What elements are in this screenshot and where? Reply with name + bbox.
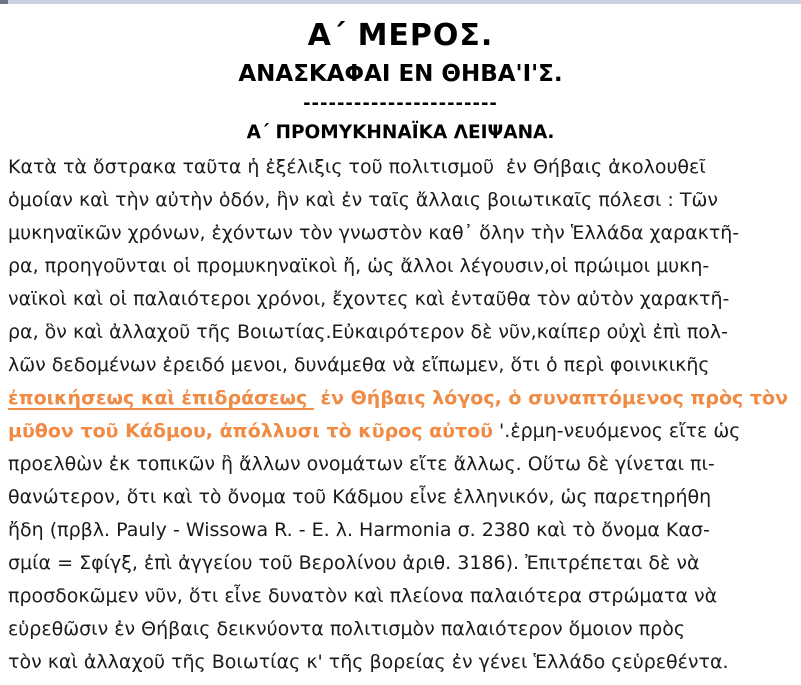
- plain-text: '.ἑρμη-νευόμενος εἴτε ὡς: [493, 420, 741, 442]
- text-line: λῶν δεδομένων ἐρειδό μενοι, δυνάμεθα νὰ εἴπωμεν, ὅτι ὁ περὶ φοινικικῆς: [8, 354, 710, 376]
- text-line: ρα, ὃν καὶ ἀλλαχοῦ τῆς Βοιωτίας.Εὐκαιρότερον δὲ νῦν,καίπερ οὐχὶ ἐπὶ πολ-: [8, 321, 728, 343]
- text-line: ὁμοίαν καὶ τὴν αὐτὴν ὁδόν, ἣν καὶ ἐν ταῖς ἄλλαις βοιωτικαῖς πόλεσι : Τῶν: [8, 189, 718, 211]
- text-line: ρα, προηγοῦνται οἱ προμυκηναϊκοὶ ἤ, ὡς ἄλλοι λέγουσιν,οἱ πρώιμοι μυκη-: [8, 255, 710, 277]
- text-line: τὸν καὶ ἀλλαχοῦ τῆς Βοιωτίας κ' τῆς βορείας ἐν γένει Ἑλλάδο ςεὑρεθέντα.: [8, 651, 729, 673]
- section-heading: Α΄ ΠΡΟΜΥΚΗΝΑΪΚΑ ΛΕΙΨΑΝΑ.: [246, 122, 555, 143]
- highlighted-underlined-text: ἐποικήσεως καὶ ἐπιδράσεως: [8, 387, 314, 409]
- highlighted-text: ἐν Θήβαις λόγος, ὁ συναπτόμενος πρὸς τὸν: [313, 387, 789, 409]
- text-line: ἤδη (πρβλ. Pauly - Wissowa R. - E. λ. Harmonia σ. 2380 καὶ τὸ ὄνομα Κασ-: [8, 519, 710, 541]
- text-line: μυκηναϊκῶν χρόνων, ἐχόντων τὸν γνωστὸν καθ᾽ ὅλην τὴν Ἑλλάδα χαρακτῆ-: [8, 222, 740, 244]
- text-line: θανώτερον, ὅτι καὶ τὸ ὄνομα τοῦ Κάδμου εἶνε ἑλληνικόν, ὡς παρετηρήθη: [8, 486, 712, 508]
- text-line: σμία = Σφίγξ, ἐπὶ ἀγγείου τοῦ Βερολίνου ἀριθ. 3186). Ἐπιτρέπεται δὲ νὰ: [8, 552, 700, 574]
- text-line: εὑρεθῶσιν ἐν Θήβαις δεικνύοντα πολιτισμὸν παλαιότερον ὅμοιον πρὸς: [8, 618, 685, 640]
- page-title: Α΄ ΜΕΡΟΣ.: [307, 18, 494, 53]
- text-line: προελθὼν ἐκ τοπικῶν ἢ ἄλλων ονομάτων εἴτε ἄλλως. Οὕτω δὲ γίνεται πι-: [8, 453, 715, 475]
- window-edge-corner: [0, 0, 8, 4]
- window-edge-strip: [0, 0, 801, 4]
- dashed-divider: -----------------------: [303, 93, 498, 114]
- text-line-highlighted: [8, 382, 795, 415]
- text-line: προσδοκῶμεν νῦν, ὅτι εἶνε δυνατὸν καὶ πλείονα παλαιότερα στρώματα νὰ: [8, 585, 718, 607]
- body-text: [0, 149, 801, 679]
- text-line: ναϊκοὶ καὶ οἱ παλαιότεροι χρόνοι, ἔχοντες καὶ ἐνταῦθα τὸν αὐτὸν χαρακτῆ-: [8, 288, 730, 310]
- page-subtitle: ΑΝΑΣΚΑΦΑΙ ΕΝ ΘΗΒΑ'Ι'Σ.: [238, 61, 563, 87]
- text-line: Κατὰ τὰ ὄστρακα ταῦτα ἡ ἐξέλιξις τοῦ πολιτισμοῦ ἐν Θήβαις ἀκολουθεῖ: [8, 156, 706, 178]
- text-line-highlighted: [8, 415, 795, 448]
- highlighted-text: μῦθον τοῦ Κάδμου, ἀπόλλυσι τὸ κῦρος αὐτοῦ: [8, 420, 494, 442]
